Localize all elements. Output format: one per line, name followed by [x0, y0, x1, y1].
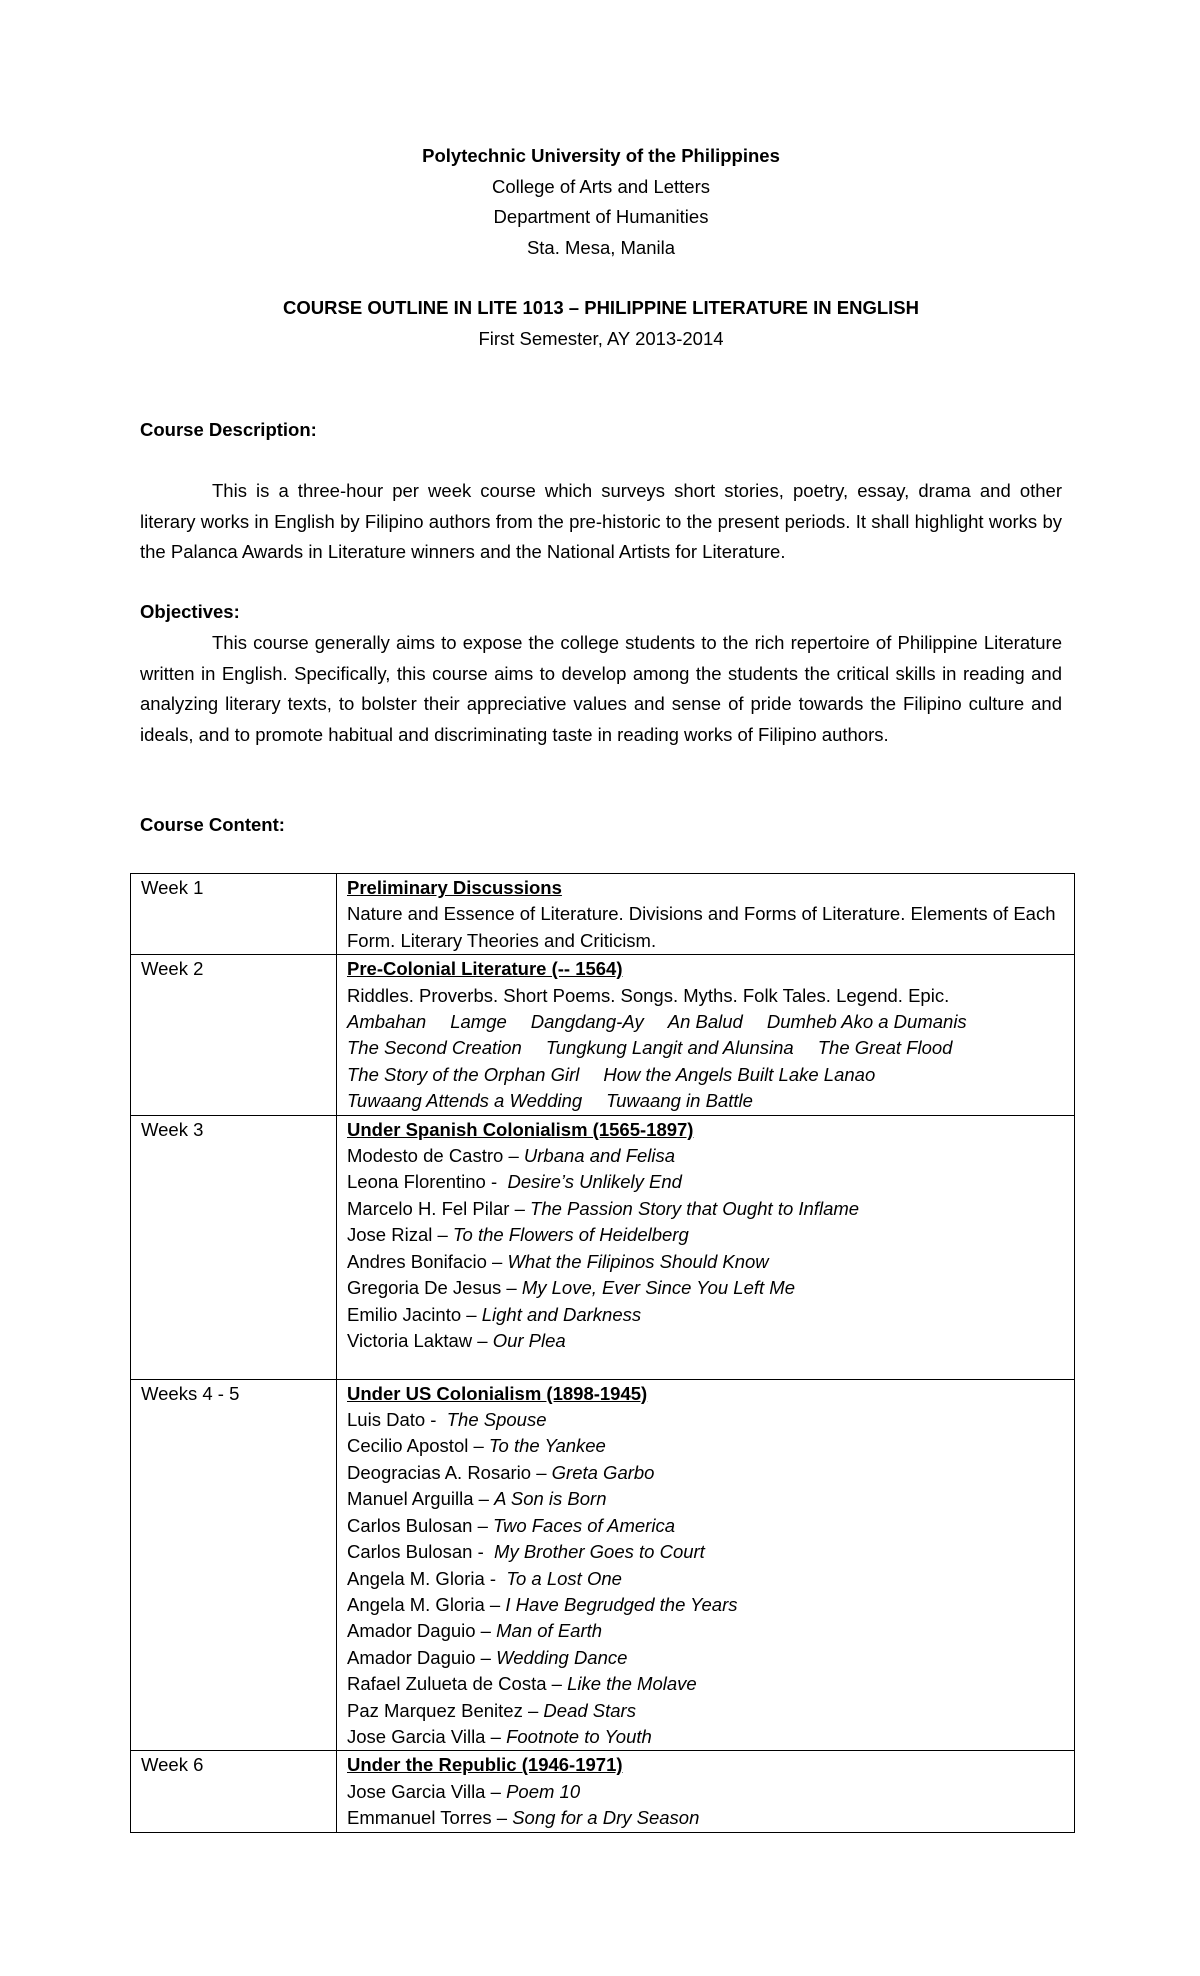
work-title: Tungkung Langit and Alunsina — [545, 1037, 794, 1059]
work-author: Deogracias A. Rosario — [347, 1461, 532, 1483]
work-separator: – — [472, 1329, 493, 1351]
work-entry — [347, 1460, 1064, 1486]
work-author: Modesto de Castro — [347, 1145, 504, 1167]
work-author: Cecilio Apostol — [347, 1435, 469, 1457]
work-author: Victoria Laktaw — [347, 1329, 473, 1351]
work-entry — [347, 1724, 1064, 1750]
work-separator: – — [509, 1197, 531, 1219]
work-author: Rafael Zulueta de Costa — [347, 1673, 547, 1695]
table-row — [131, 1379, 1075, 1751]
work-title: Footnote to Youth — [506, 1725, 652, 1747]
week-cell: Week 2 — [131, 955, 337, 1115]
work-entry — [347, 1328, 1064, 1354]
work-title: Light and Darkness — [481, 1303, 642, 1325]
week-cell: Week 1 — [131, 874, 337, 955]
work-entry — [347, 1302, 1064, 1328]
work-separator: - — [472, 1541, 495, 1563]
work-entry — [347, 1539, 1064, 1565]
work-author: Jose Rizal — [347, 1224, 433, 1246]
work-author: Jose Garcia Villa — [347, 1725, 486, 1747]
topic-cell — [337, 874, 1075, 955]
work-separator: – — [461, 1303, 482, 1325]
work-entry — [347, 1249, 1064, 1275]
work-title: Dangdang-Ay — [530, 1011, 644, 1033]
work-separator: - — [484, 1567, 507, 1589]
work-title: I Have Begrudged the Years — [505, 1593, 738, 1615]
work-title: The Passion Story that Ought to Inflame — [530, 1197, 860, 1219]
work-separator: – — [468, 1435, 489, 1457]
work-title: Like the Molave — [567, 1673, 697, 1695]
work-author: Emmanuel Torres — [347, 1807, 492, 1829]
work-author: Amador Daguio — [347, 1620, 476, 1642]
topic-note: Nature and Essence of Literature. Divisions and Forms of Literature. Elements of Each Form. Literary Theories and Criticism. — [347, 903, 1056, 951]
objectives-heading: Objectives: — [140, 601, 240, 622]
work-author: Paz Marquez Benitez — [347, 1699, 523, 1721]
work-author: Manuel Arguilla — [347, 1488, 474, 1510]
work-separator: – — [491, 1807, 513, 1829]
work-entry — [347, 1805, 1064, 1831]
topic-heading: Under Spanish Colonialism (1565-1897) — [347, 1118, 694, 1140]
work-separator: – — [472, 1514, 494, 1536]
course-title-block — [140, 293, 1062, 354]
work-title: Tuwaang in Battle — [606, 1090, 753, 1112]
course-description-heading: Course Description: — [140, 419, 317, 440]
work-title: Poem 10 — [506, 1780, 581, 1802]
work-separator: - — [485, 1171, 508, 1193]
work-author: Carlos Bulosan — [347, 1541, 473, 1563]
work-entry — [347, 1592, 1064, 1618]
work-author: Amador Daguio — [347, 1646, 476, 1668]
week-cell: Week 3 — [131, 1115, 337, 1379]
work-separator: – — [432, 1224, 453, 1246]
work-title-line — [347, 1035, 1064, 1061]
work-title: Desire’s Unlikely End — [507, 1171, 682, 1193]
work-title: To a Lost One — [506, 1567, 622, 1589]
topic-cell — [337, 1751, 1075, 1832]
topic-cell — [337, 1379, 1075, 1751]
work-entry — [347, 1566, 1064, 1592]
work-separator: - — [425, 1409, 447, 1431]
work-author: Leona Florentino — [347, 1171, 486, 1193]
semester: First Semester, AY 2013-2014 — [478, 327, 724, 349]
work-author: Emilio Jacinto — [347, 1303, 462, 1325]
work-title: Ambahan — [347, 1011, 427, 1033]
work-author: Andres Bonifacio — [347, 1250, 487, 1272]
work-title: The Story of the Orphan Girl — [347, 1063, 580, 1085]
work-title: Our Plea — [492, 1329, 566, 1351]
work-entry — [347, 1486, 1064, 1512]
work-title-line — [347, 1009, 1064, 1035]
work-title: The Spouse — [446, 1409, 547, 1431]
course-description-text: This is a three-hour per week course which surveys short stories, poetry, essay, drama and other literary works in English by Filipino authors from the pre-historic to the present periods. It shall highlight works by the Palanca Awards in Literature winners and the National Artists for Literature. — [140, 480, 1062, 562]
work-title: How the Angels Built Lake Lanao — [603, 1063, 876, 1085]
work-entry — [347, 1433, 1064, 1459]
work-separator: – — [485, 1780, 507, 1802]
work-title: Song for a Dry Season — [512, 1807, 700, 1829]
work-separator: – — [531, 1461, 552, 1483]
topic-heading: Under the Republic (1946-1971) — [347, 1754, 623, 1776]
university-name: Polytechnic University of the Philippines — [422, 145, 780, 166]
topic-heading: Preliminary Discussions — [347, 877, 562, 898]
work-title: What the Filipinos Should Know — [507, 1250, 769, 1272]
topic-cell — [337, 955, 1075, 1115]
work-title: Urbana and Felisa — [523, 1145, 676, 1167]
work-entry — [347, 1779, 1064, 1805]
work-title: To the Yankee — [488, 1435, 606, 1457]
table-row — [131, 1115, 1075, 1379]
work-title: My Love, Ever Since You Left Me — [521, 1277, 796, 1299]
course-content-heading: Course Content: — [140, 814, 285, 835]
table-row — [131, 874, 1075, 955]
objectives-text: This course generally aims to expose the college students to the rich repertoire of Philippine Literature written in English. Specifically, this course aims to develop among the students the critical skills in reading and analyzing literary texts, to bolster their appreciative values and sense of pride towards the Filipino culture and ideals, and to promote habitual and discriminating taste in reading works of Filipino authors. — [140, 632, 1062, 745]
work-title: Man of Earth — [496, 1620, 603, 1642]
work-separator: – — [546, 1673, 568, 1695]
work-author: Angela M. Gloria — [347, 1593, 485, 1615]
course-title: COURSE OUTLINE IN LITE 1013 – PHILIPPINE LITERATURE IN ENGLISH — [283, 297, 919, 318]
work-author: Jose Garcia Villa — [347, 1780, 486, 1802]
topic-heading: Under US Colonialism (1898-1945) — [347, 1382, 648, 1404]
work-title: Dead Stars — [543, 1699, 636, 1721]
work-title: Tuwaang Attends a Wedding — [347, 1090, 583, 1112]
work-entry — [347, 1407, 1064, 1433]
work-separator: – — [486, 1250, 508, 1272]
work-author: Gregoria De Jesus — [347, 1277, 502, 1299]
work-separator: – — [475, 1620, 497, 1642]
work-title: Greta Garbo — [551, 1461, 655, 1483]
work-title: An Balud — [667, 1011, 743, 1033]
work-separator: – — [475, 1646, 497, 1668]
table-row — [131, 1751, 1075, 1832]
work-separator: – — [485, 1725, 507, 1747]
work-author: Carlos Bulosan — [347, 1514, 473, 1536]
topic-heading: Pre-Colonial Literature (-- 1564) — [347, 958, 623, 980]
work-separator: – — [501, 1277, 522, 1299]
work-entry — [347, 1671, 1064, 1697]
work-title-line — [347, 1062, 1064, 1088]
work-author: Luis Dato — [347, 1409, 426, 1431]
week-cell: Weeks 4 - 5 — [131, 1379, 337, 1751]
work-entry — [347, 1169, 1064, 1195]
institution-header — [140, 141, 1062, 263]
work-author: Angela M. Gloria — [347, 1567, 485, 1589]
work-title-line — [347, 1088, 1064, 1114]
work-separator: – — [484, 1593, 506, 1615]
work-entry — [347, 1513, 1064, 1539]
work-separator: – — [473, 1488, 495, 1510]
work-title: Dumheb Ako a Dumanis — [766, 1011, 967, 1033]
work-title: Wedding Dance — [496, 1646, 628, 1668]
work-title: A Son is Born — [494, 1488, 607, 1510]
table-row — [131, 955, 1075, 1115]
topic-cell — [337, 1115, 1075, 1379]
work-entry — [347, 1143, 1064, 1169]
work-entry — [347, 1275, 1064, 1301]
college-name: College of Arts and Letters — [491, 175, 711, 197]
work-entry — [347, 1698, 1064, 1724]
location: Sta. Mesa, Manila — [526, 236, 676, 258]
work-entry — [347, 1618, 1064, 1644]
work-title: Lamge — [450, 1011, 507, 1033]
week-cell: Week 6 — [131, 1751, 337, 1832]
work-entry — [347, 1645, 1064, 1671]
department-name: Department of Humanities — [493, 206, 709, 227]
work-title: The Second Creation — [347, 1037, 522, 1059]
work-entry — [347, 1222, 1064, 1248]
course-content-table — [130, 873, 1075, 1833]
topic-note: Riddles. Proverbs. Short Poems. Songs. Myths. Folk Tales. Legend. Epic. — [347, 984, 950, 1006]
work-separator: – — [503, 1145, 524, 1167]
work-entry — [347, 1196, 1064, 1222]
work-separator: – — [522, 1699, 544, 1721]
work-title: To the Flowers of Heidelberg — [452, 1224, 689, 1246]
work-title: The Great Flood — [817, 1037, 953, 1059]
work-title: Two Faces of America — [493, 1514, 675, 1536]
work-author: Marcelo H. Fel Pilar — [347, 1197, 510, 1219]
work-title: My Brother Goes to Court — [494, 1541, 705, 1563]
